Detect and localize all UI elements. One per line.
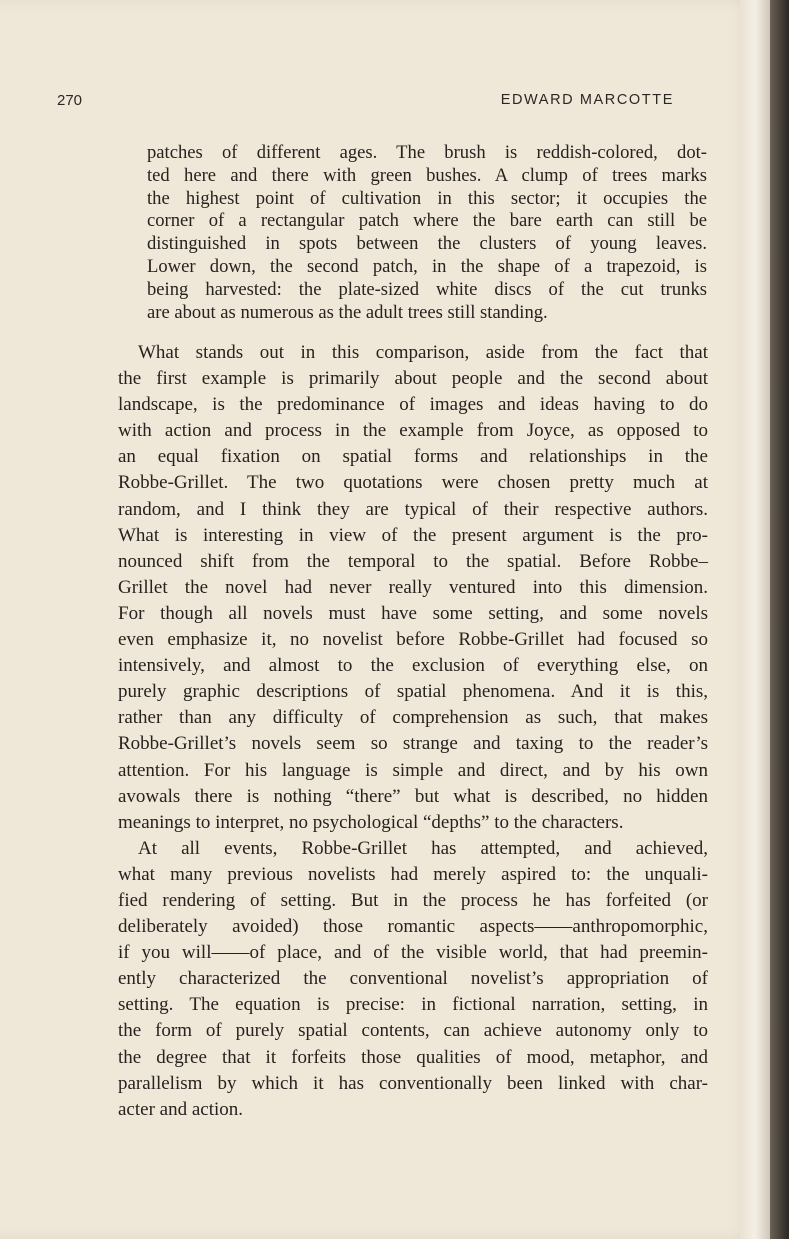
text-line: the degree that it forfeits those qualities of mood, metaphor, and [118,1046,708,1068]
page-number: 270 [57,92,83,109]
text-line: even emphasize it, no novelist before Robbe-Grillet had focused so [118,629,708,651]
text-line: purely graphic descriptions of spatial phenomena. And it is this, [118,681,708,703]
text-line: For though all novels must have some setting, and some novels [118,602,708,624]
text-line: meanings to interpret, no psychological “depths” to the characters. [118,811,624,833]
page-gutter-edge [740,0,770,1239]
text-line: the highest point of cultivation in this sector; it occupies the [147,187,707,209]
text-line: deliberately avoided) those romantic aspects——anthropomorphic, [118,916,708,938]
text-line: distinguished in spots between the clusters of young leaves. [147,233,707,255]
text-line: acter and action. [118,1098,244,1120]
text-line: if you will——of place, and of the visible world, that had preemin- [118,942,708,964]
text-line: random, and I think they are typical of their respective authors. [118,498,708,520]
text-line: landscape, is the predominance of images and ideas having to do [118,394,708,416]
binding-shadow [770,0,789,1239]
text-line: rather than any difficulty of comprehension as such, that makes [118,707,708,729]
text-line: being harvested: the plate-sized white discs of the cut trunks [147,278,707,300]
text-line: intensively, and almost to the exclusion of everything else, on [118,655,708,677]
text-line: corner of a rectangular patch where the bare earth can still be [147,210,707,232]
text-line: patches of different ages. The brush is reddish-colored, dot- [147,142,707,163]
text-line: At all events, Robbe-Grillet has attempted, and achieved, [138,837,708,859]
text-line: setting. The equation is precise: in fictional narration, setting, in [118,994,708,1016]
text-line: the form of purely spatial contents, can achieve autonomy only to [118,1020,708,1042]
text-line: are about as numerous as the adult trees still standing. [147,301,548,323]
block-quote [147,142,707,324]
text-line: ted here and there with green bushes. A clump of trees marks [147,164,707,186]
text-line: ently characterized the conventional novelist’s appropriation of [118,968,708,990]
text-line: What stands out in this comparison, aside from the fact that [138,342,708,363]
text-line: avowals there is nothing “there” but what is described, no hidden [118,785,708,807]
text-line: fied rendering of setting. But in the process he has forfeited (or [118,889,708,911]
text-line: Robbe-Grillet. The two quotations were chosen pretty much at [118,472,708,494]
text-line: Robbe-Grillet’s novels seem so strange and taxing to the reader’s [118,733,708,755]
text-line: What is interesting in view of the present argument is the pro- [118,524,708,546]
text-line: parallelism by which it has conventionally been linked with char- [118,1072,708,1094]
text-line: attention. For his language is simple and direct, and by his own [118,759,708,781]
running-head: EDWARD MARCOTTE [500,92,674,108]
text-line: the first example is primarily about people and the second about [118,368,708,390]
text-line: an equal fixation on spatial forms and relationships in the [118,446,708,468]
text-line: Lower down, the second patch, in the shape of a trapezoid, is [147,255,707,277]
text-line: nounced shift from the temporal to the spatial. Before Robbe– [118,550,708,572]
text-line: Grillet the novel had never really ventured into this dimension. [118,576,708,598]
text-line: what many previous novelists had merely aspired to: the unquali- [118,863,708,885]
body-text [118,340,708,1123]
text-line: with action and process in the example from Joyce, as opposed to [118,420,708,442]
